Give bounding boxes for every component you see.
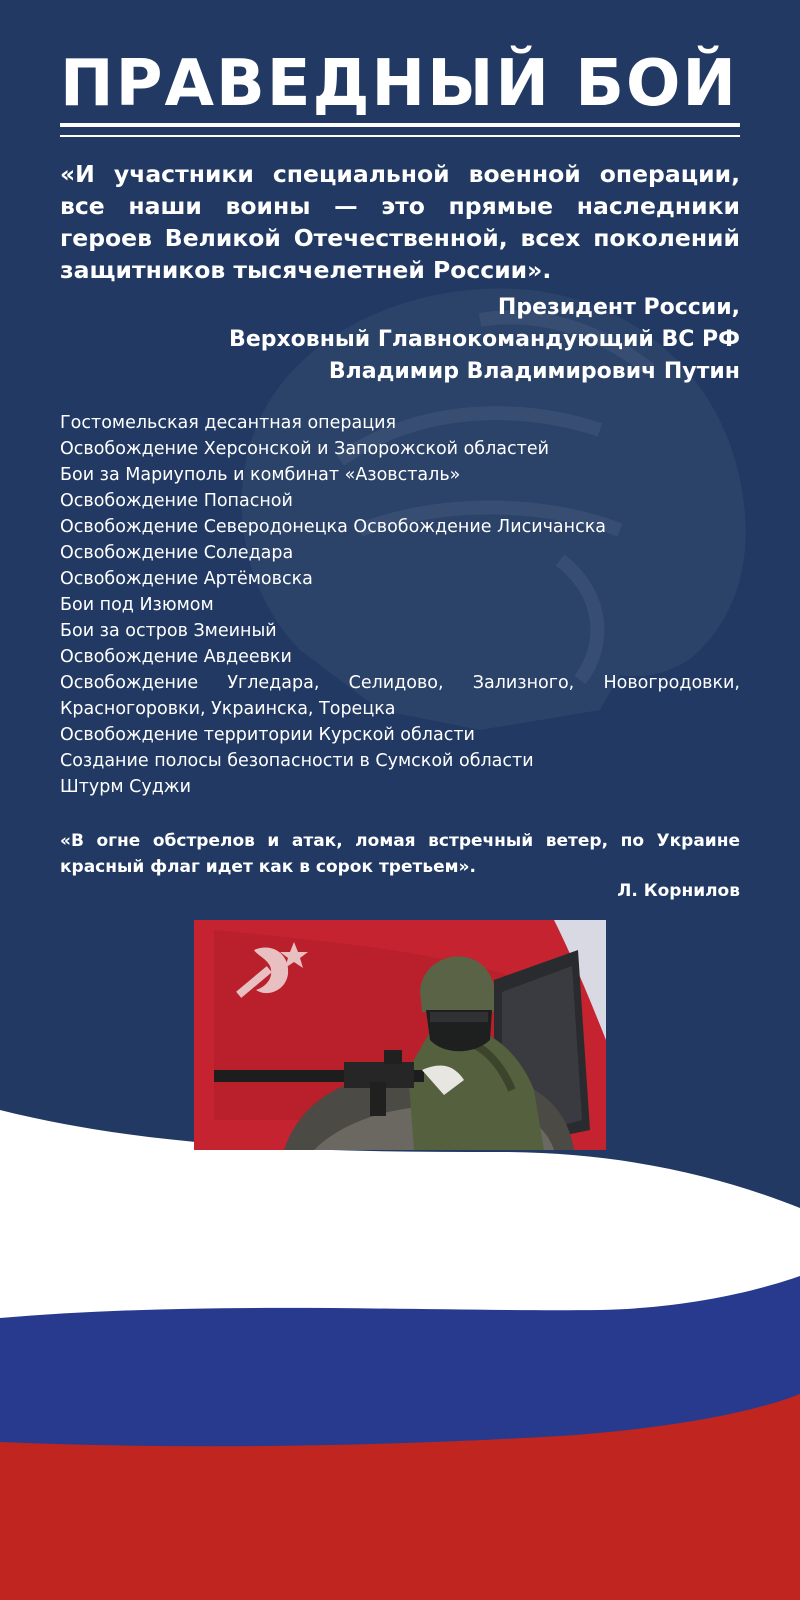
operation-item: Штурм Суджи [60, 777, 191, 797]
operation-item: Бои за остров Змеиный [60, 621, 277, 641]
title-underline-thick [60, 123, 740, 127]
kornilov-quote-author: Л. Корнилов [617, 881, 740, 901]
operation-item: Бои под Изюмом [60, 595, 214, 615]
operation-item: Гостомельская десантная операция [60, 413, 397, 433]
operation-item: Освобождение Северодонецка Освобождение Лисичанска [60, 517, 606, 537]
operation-item: Освобождение Угледара, Селидово, Зализного, Новогродовки, Красногоровки, Украинска, Торецка [60, 673, 740, 719]
operation-item: Освобождение Соледара [60, 543, 294, 563]
operation-item: Освобождение территории Курской области [60, 725, 475, 745]
attribution-line: Президент России, [497, 295, 740, 320]
operation-item: Создание полосы безопасности в Сумской области [60, 751, 534, 771]
page-title: ПРАВЕДНЫЙ БОЙ [60, 47, 738, 121]
operation-item: Освобождение Херсонской и Запорожской областей [60, 439, 549, 459]
title-underline-thin [60, 135, 740, 137]
soldier-with-red-flag-photo [194, 920, 606, 1150]
operation-item: Освобождение Артёмовска [60, 569, 313, 589]
operation-item: Бои за Мариуполь и комбинат «Азовсталь» [60, 465, 461, 485]
president-quote: «И участники специальной военной операции, все наши воины — это прямые наследники героев Великой Отечественной, всех поколений защитников тысячелетней России». [60, 160, 740, 284]
operations-list [60, 410, 740, 800]
attribution-line: Владимир Владимирович Путин [328, 359, 740, 384]
operation-item: Освобождение Авдеевки [60, 647, 292, 667]
president-quote-attribution [60, 292, 740, 388]
operation-item: Освобождение Попасной [60, 491, 293, 511]
russian-flag-wave [0, 1090, 800, 1600]
kornilov-quote: «В огне обстрелов и атак, ломая встречный ветер, по Украине красный флаг идет как в сорок третьем». [60, 831, 740, 877]
attribution-line: Верховный Главнокомандующий ВС РФ [229, 327, 740, 352]
